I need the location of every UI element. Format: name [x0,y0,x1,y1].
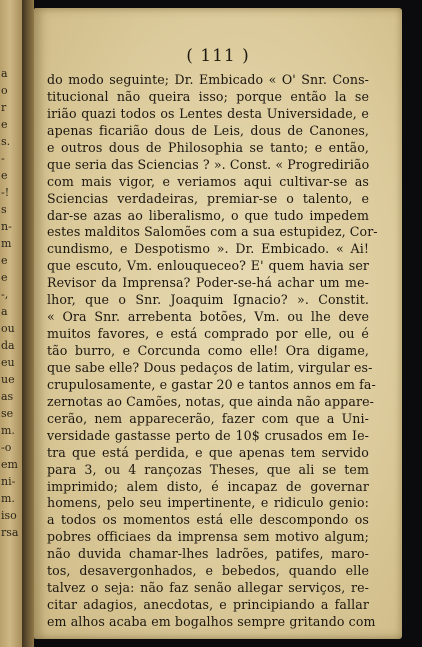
facing-page-fragment: ou [1,322,15,335]
text-line: « Ora Snr. arrebenta botões, Vm. ou lhe deve [47,309,369,325]
text-line: cerão, nem apparecerão, fazer com que a Uni- [47,410,369,426]
page-body-text [47,72,378,631]
facing-page-fragment: s. [1,135,11,148]
facing-page-fragment: s [1,203,7,216]
facing-page-fragment: -o [1,441,12,454]
facing-page-fragment: -, [1,288,9,301]
facing-page-fragment: se [1,407,14,420]
text-line: crupulosamente, e gastar 20 e tantos annos em fa- [47,376,376,392]
text-line: apenas ficarião dous de Leis, dous de Canones, [47,122,369,138]
text-line: para 3, ou 4 rançozas Theses, que ali se tem [47,461,369,477]
text-line: em alhos acaba em bogalhos sempre gritando com [47,614,376,629]
text-line: Revisor da Imprensa? Poder-se-há achar um me- [47,275,369,291]
text-line: que escuto, Vm. enlouqueceo? E' quem havia ser [47,258,369,274]
text-line: versidade gastasse perto de 10$ crusados em Ie- [47,427,369,443]
text-line: a todos os momentos está elle descompondo os [47,512,369,528]
book-gutter [22,0,34,647]
text-line: que sabe elle? Dous pedaços de latim, virgular es- [47,359,373,375]
text-line: muitos favores, e está comprado por elle, ou é [47,326,369,342]
text-line: titucional não queira isso; porque então la se [47,88,369,104]
text-line: irião quazi todos os Lentes desta Universidade, e [47,105,369,121]
facing-page-fragment: eu [1,356,15,369]
facing-page-fragment: m [1,237,12,250]
text-line: pobres officiaes da imprensa sem motivo algum; [47,529,369,545]
text-line: lhor, que o Snr. Joaquim Ignacio? ». Constit. [47,292,369,308]
facing-page-fragment: - [1,152,5,165]
facing-page-fragment: r [1,101,7,114]
facing-page-fragment: a [1,305,8,318]
text-line: zernotas ao Camões, notas, que ainda não appare- [47,393,374,409]
facing-page-fragment: e [1,254,8,267]
facing-page-fragment: -! [1,186,10,199]
text-line: Sciencias verdadeiras, premiar-se o talento, e [47,190,369,206]
text-line: homens, pelo seu impertinente, e ridiculo genio: [47,495,369,511]
facing-page-fragment: rsa [1,526,19,539]
facing-page-fragment: da [1,339,15,352]
book-page [34,8,402,639]
text-line: que seria das Sciencias ? ». Const. « Progredirião [47,156,370,172]
facing-page-fragment: a [1,67,8,80]
page-number: ( 111 ) [186,46,250,66]
facing-page-fragment: m. [1,424,15,437]
facing-page-fragment: as [1,390,14,403]
scan-right-margin [402,0,422,647]
text-line: com mais vigor, e veriamos aqui cultivar-se as [47,173,369,189]
text-line: tra que está perdida, e que apenas tem servido [47,444,369,460]
facing-page-fragment: n- [1,220,12,233]
text-line: dar-se azas ao liberalismo, o que tudo impedem [47,207,369,223]
text-line: do modo seguinte; Dr. Embicado « O' Snr. Cons- [47,72,369,87]
facing-page-fragment: ue [1,373,15,386]
facing-page-fragment: o [1,84,8,97]
text-line: talvez o seja: não faz senão allegar serviços, re- [47,580,369,596]
facing-page-fragment: e [1,271,8,284]
text-line: estes malditos Salomões com a sua estupidez, Cor- [47,224,378,240]
text-line: não duvida chamar-lhes ladrões, patifes, maro- [47,546,369,562]
facing-page-fragment: em [1,458,18,471]
text-line: tos, desavergonhados, e bebedos, quando elle [47,563,369,579]
facing-page-fragment: e [1,169,8,182]
text-line: cundismo, e Despotismo ». Dr. Embicado. « Ai! [47,241,369,257]
facing-page-edge [0,0,22,647]
facing-page-fragment: e [1,118,8,131]
facing-page-fragment: m. [1,492,15,505]
text-line: imprimido; alem disto, é incapaz de governar [47,478,369,494]
text-line: citar adagios, anecdotas, e principiando a fallar [47,597,369,613]
facing-page-fragment: iso [1,509,17,522]
text-line: e outros dous de Philosophia se tanto; e então, [47,139,369,155]
text-line: tão burro, e Corcunda como elle! Ora digame, [47,343,369,358]
facing-page-fragment: ni- [1,475,16,488]
